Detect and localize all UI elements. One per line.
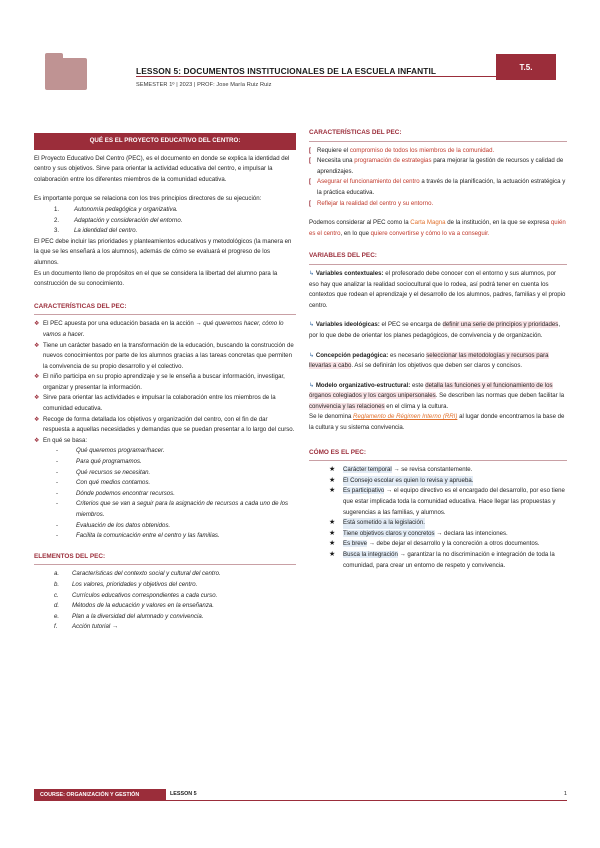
list-item: - Facilita la comunicación entre el centro y las familias. xyxy=(56,532,220,540)
document-meta: SEMESTER 1º | 2023 | PROF: Jose María Ruiz Ruiz xyxy=(136,82,272,88)
list-item: ★ Busca la integración → garantizar la no discriminación e integración de toda la comunidad, para crear un entorno de respeto y convivencia. xyxy=(329,550,567,571)
paragraph: Es un documento lleno de propósitos en el que se considera la libertad del alumno para la construcción de su conocimiento. xyxy=(34,269,278,288)
section-title-elementos: ELEMENTOS DEL PEC: xyxy=(34,552,296,566)
criteria-item: [ Asegurar el funcionamiento del centro a través de la planificación, la actuación estratégica y la práctica educativa. xyxy=(309,177,567,198)
star-icon: ★ xyxy=(329,529,336,537)
section-title-que-es: QUÉ ES EL PROYECTO EDUCATIVO DEL CENTRO: xyxy=(34,133,296,150)
footer-divider xyxy=(34,800,567,801)
variable-item: ↳ Concepción pedagógica: es necesario seleccionar las metodologías y recursos para llevarlas a cabo. Así se definirán los objetivos que deben ser claros y concisos. xyxy=(309,351,549,370)
page-footer xyxy=(34,789,567,800)
list-item: ★ El Consejo escolar es quien lo revisa y aprueba. xyxy=(329,476,567,487)
paragraph: El PEC debe incluir las prioridades y planteamientos educativos y metodológicos (la manera en la que se les enseñará a los alumnos), además de cómo se evaluará el progreso de los alumnos. xyxy=(34,237,292,266)
bullet-icon: ❖ xyxy=(34,437,40,444)
topic-badge: T.5. xyxy=(496,54,556,80)
arrow-icon: ↳ xyxy=(309,351,315,359)
basis-list xyxy=(34,446,296,541)
bracket-icon: [ xyxy=(309,178,312,186)
bullet-icon: ❖ xyxy=(34,342,40,349)
header-divider xyxy=(136,76,556,77)
list-item: 2. Adaptación y consideración del entorno. xyxy=(54,216,183,224)
variable-item: ↳ Variables contextuales: el profesorado debe conocer con el entorno y sus alumnos, por eso hay que analizar la realidad sociocultural que lo rodea, así podrá tener en cuenta los contextos que rodean el aprendizaje y el desarrollo de los alumnos, padres, familias y el propio centro. xyxy=(309,269,566,309)
bullet-item: ❖ El PEC apuesta por una educación basada en la acción → qué queremos hacer, cómo lo vamos a hacer. xyxy=(34,319,296,340)
list-item: - Evaluación de los datos obtenidos. xyxy=(56,521,171,529)
star-icon: ★ xyxy=(329,466,336,474)
bullet-icon: ❖ xyxy=(34,374,40,381)
right-column xyxy=(309,128,567,571)
list-item: 1. Autonomía pedagógica y organizativa. xyxy=(54,205,178,213)
bullet-item: ❖ En qué se basa: xyxy=(34,436,296,447)
criteria-item: [ Requiere el compromiso de todos los miembros de la comunidad. xyxy=(309,146,567,157)
list-item: 3. La identidad del centro. xyxy=(54,227,138,235)
bracket-icon: [ xyxy=(309,199,312,207)
bullet-icon: ❖ xyxy=(34,416,40,423)
star-icon: ★ xyxy=(329,551,336,558)
star-icon: ★ xyxy=(329,519,336,527)
list-item: - Qué queremos programar/hacer. xyxy=(56,447,165,455)
list-item: a. Características del contexto social y cultural del centro. xyxy=(54,570,221,578)
list-item: f. Acción tutorial → xyxy=(54,623,119,631)
bullet-item: ❖ Sirve para orientar las actividades e impulsar la colaboración entre los miembros de la comunidad educativa. xyxy=(34,393,296,414)
arrow-icon: ↳ xyxy=(309,269,315,277)
variable-item: ↳ Variables ideológicas: el PEC se encarga de definir una serie de principios y prioridades, por lo que debe de orientar los planes pedagógicos, de convivencia y de organización. xyxy=(309,321,561,339)
variable-item: ↳ Modelo organizativo-estructural: este detalla las funciones y el funcionamiento de los órganos colegiados y los cargos unipersonales. Se describen las normas que deben facilitar la convivencia y las relaciones en el clima y la cultura. xyxy=(309,381,565,410)
list-item: ★ Es participativo → el equipo directivo es el encargado del desarrollo, por eso tiene que estar implicada toda la comunidad educativa. Hace llegar las propuestas y sugerencias a las familias, y alumnos. xyxy=(329,486,567,518)
bracket-icon: [ xyxy=(309,157,312,165)
list-item: ★ Es breve → debe dejar el desarrollo y la concreción a otros documentos. xyxy=(329,539,567,550)
bullet-icon: ❖ xyxy=(34,395,40,402)
list-item: b. Los valores, prioridades y objetivos del centro. xyxy=(54,580,198,588)
list-item: c. Currículos educativos correspondientes a cada curso. xyxy=(54,591,218,599)
star-icon: ★ xyxy=(329,476,336,484)
list-item: e. Plan a la diversidad del alumnado y convivencia. xyxy=(54,612,204,620)
features-list xyxy=(309,465,567,571)
bullet-item: ❖ Tiene un carácter basado en la transformación de la educación, buscando la construcción de nuevos conocimientos por parte de los alumnos gracias a las tareas concretas que permiten la convivencia de su propio desarrollo y el colectivo. xyxy=(34,341,296,373)
left-column xyxy=(34,128,296,633)
document-title: LESSON 5: DOCUMENTOS INSTITUCIONALES DE LA ESCUELA INFANTIL xyxy=(136,66,437,76)
criteria-item: [ Reflejar la realidad del centro y su entorno. xyxy=(309,199,567,210)
list-item: - Qué recursos se necesitan. xyxy=(56,468,151,476)
list-item: - Para qué programamos. xyxy=(56,458,142,466)
list-item: d. Métodos de la educación y valores en la enseñanza. xyxy=(54,602,214,610)
star-icon: ★ xyxy=(329,540,336,548)
list-item: - Dónde podemos encontrar recursos. xyxy=(56,489,175,497)
list-item: - Criterios que se van a seguir para la asignación de recursos a cada uno de los miembros. xyxy=(56,500,289,518)
section-title-caracteristicas-right: CARACTERÍSTICAS DEL PEC: xyxy=(309,128,567,142)
arrow-icon: ↳ xyxy=(309,381,315,389)
page-number: 1 xyxy=(563,791,567,797)
elements-list xyxy=(34,569,296,633)
list-item: ★ Tiene objetivos claros y concretos → declara las intenciones. xyxy=(329,529,567,540)
star-icon: ★ xyxy=(329,487,336,495)
list-item: ★ Está sometido a la legislación. xyxy=(329,518,567,529)
section-title-caracteristicas: CARACTERÍSTICAS DEL PEC: xyxy=(34,302,296,316)
paragraph: El Proyecto Educativo Del Centro (PEC), es el documento en donde se explica la identidad del centro y sus objetivos. Sirve para orientar la actividad educativa del centro, e impulsar la colaboración entre los diferentes miembros de la comunidad educativa. xyxy=(34,154,290,183)
paragraph: Es importante porque se relaciona con los tres principios directores de su ejecución: xyxy=(34,195,262,203)
list-item: - Con qué medios contamos. xyxy=(56,479,151,487)
principles-list xyxy=(34,205,296,237)
bullet-icon: ❖ xyxy=(34,321,40,328)
footer-lesson: LESSON 5 xyxy=(170,791,197,797)
section-title-variables: VARIABLES DEL PEC: xyxy=(309,251,567,265)
arrow-icon: ↳ xyxy=(309,321,315,329)
footer-course: COURSE: ORGANIZACIÓN Y GESTIÓN xyxy=(34,789,166,800)
folder-icon xyxy=(45,58,87,90)
rri-link: Reglamento de Régimen Interno (RRI) xyxy=(353,413,458,421)
paragraph: Podemos considerar al PEC como la Carta Magna de la institución, en la que se expresa quién es el centro, en lo que quiere convertirse y cómo lo va a conseguir. xyxy=(309,219,566,237)
section-title-como-es: CÓMO ES EL PEC: xyxy=(309,448,567,462)
paragraph: Se le denomina Reglamento de Régimen Interno (RRI) al lugar donde encontramos la base de la cultura y su sistema convivencia. xyxy=(309,413,565,432)
bullet-item: ❖ El niño participa en su propio aprendizaje y se le enseña a buscar información, investigar, organizar y presentar la información. xyxy=(34,372,296,393)
list-item: ★ Carácter temporal → se revisa constantemente. xyxy=(329,465,567,476)
bullet-item: ❖ Recoge de forma detallada los objetivos y organización del centro, con el fin de dar respuesta a aquellas necesidades y demandas que se puedan presentar a lo largo del curso. xyxy=(34,415,296,436)
criteria-item: [ Necesita una programación de estrategias para mejorar la gestión de recursos y calidad de aprendizajes. xyxy=(309,156,567,177)
bracket-icon: [ xyxy=(309,146,312,154)
